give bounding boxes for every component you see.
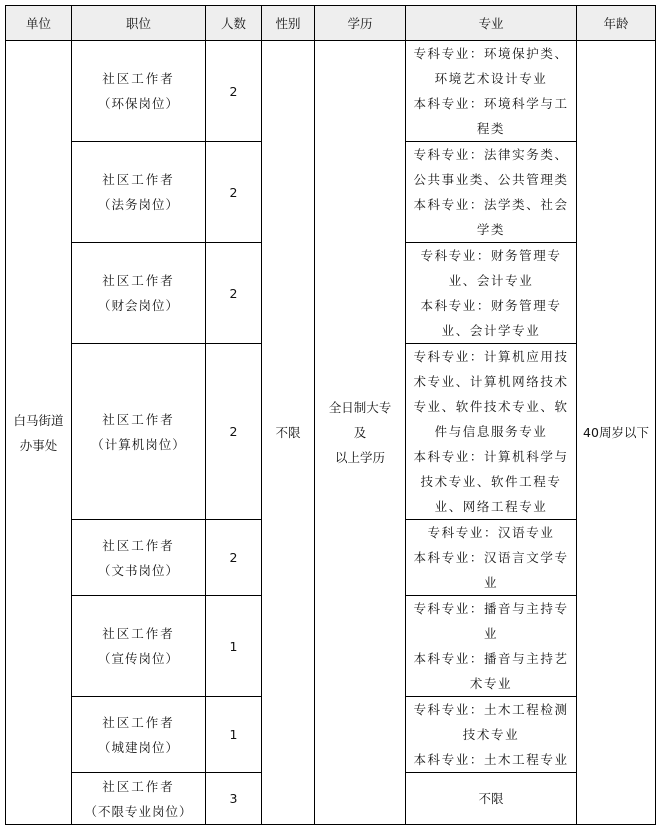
unit-line: 白马街道 — [13, 412, 64, 428]
position-post: （计算机岗位） — [91, 436, 186, 452]
major-line: 专科专业：播音与主持专 — [413, 601, 569, 616]
header-position: 职位 — [72, 6, 206, 41]
education-line: 全日制大专 — [328, 400, 392, 415]
major-cell — [406, 142, 577, 243]
major-line: 术专业、计算机网络技术 — [413, 374, 569, 389]
unit-line: 办事处 — [19, 437, 58, 453]
major-line: 业、会计专业 — [448, 273, 534, 288]
header-gender: 性别 — [262, 6, 315, 41]
major-line: 公共事业类、公共管理类 — [413, 172, 569, 187]
major-line: 术专业 — [469, 676, 513, 691]
major-line: 本科专业：汉语言文学专 — [413, 550, 569, 565]
major-line: 专业、软件技术专业、软 — [413, 399, 569, 414]
header-major: 专业 — [406, 6, 577, 41]
header-age: 年龄 — [577, 6, 656, 41]
position-cell — [72, 520, 206, 596]
position-cell — [72, 344, 206, 520]
major-line: 技术专业 — [462, 727, 520, 742]
major-line: 业 — [483, 575, 499, 590]
header-unit: 单位 — [6, 6, 72, 41]
major-line: 程类 — [476, 121, 506, 136]
major-line: 本科专业：播音与主持艺 — [413, 651, 569, 666]
age-cell: 40周岁以下 — [577, 41, 656, 825]
position-title: 社区工作者 — [102, 172, 175, 187]
major-cell — [406, 344, 577, 520]
count-cell: 1 — [206, 596, 262, 697]
major-line: 专科专业：汉语专业 — [427, 525, 555, 540]
position-post: （文书岗位） — [97, 562, 179, 578]
major-line: 件与信息服务专业 — [434, 424, 548, 439]
position-cell — [72, 773, 206, 825]
major-line: 不限 — [478, 791, 504, 806]
major-line: 专科专业：财务管理专 — [420, 248, 562, 263]
position-post: （城建岗位） — [97, 739, 179, 755]
major-cell — [406, 243, 577, 344]
major-line: 业、网络工程专业 — [434, 499, 548, 514]
position-cell — [72, 142, 206, 243]
position-post: （宣传岗位） — [97, 651, 179, 666]
position-post: （环保岗位） — [97, 96, 179, 111]
count-cell: 2 — [206, 344, 262, 520]
major-line: 本科专业：土木工程专业 — [413, 752, 569, 767]
position-title: 社区工作者 — [102, 411, 175, 427]
major-line: 专科专业：环境保护类、 — [413, 46, 569, 61]
count-cell: 2 — [206, 520, 262, 596]
education-line: 以上学历 — [334, 450, 385, 465]
unit-cell — [6, 41, 72, 825]
major-cell — [406, 596, 577, 697]
major-line: 本科专业：法学类、社会 — [413, 197, 569, 212]
position-title: 社区工作者 — [102, 537, 175, 553]
gender-cell: 不限 — [262, 41, 315, 825]
position-title: 社区工作者 — [102, 778, 175, 794]
position-post: （法务岗位） — [97, 197, 179, 212]
major-line: 本科专业：计算机科学与 — [413, 449, 569, 464]
major-line: 本科专业：财务管理专 — [420, 298, 562, 313]
header-education: 学历 — [315, 6, 406, 41]
position-title: 社区工作者 — [102, 714, 175, 730]
table-row — [6, 41, 656, 142]
major-line: 业 — [483, 626, 499, 641]
position-title: 社区工作者 — [102, 626, 175, 641]
major-line: 专科专业：法律实务类、 — [413, 147, 569, 162]
major-cell — [406, 773, 577, 825]
position-cell — [72, 596, 206, 697]
major-line: 专科专业：计算机应用技 — [413, 349, 569, 364]
position-post: （财会岗位） — [97, 298, 179, 313]
major-cell — [406, 697, 577, 773]
major-line: 环境艺术设计专业 — [434, 71, 548, 86]
count-cell: 2 — [206, 243, 262, 344]
position-title: 社区工作者 — [102, 71, 175, 86]
recruitment-table — [5, 5, 656, 825]
major-cell — [406, 41, 577, 142]
header-count: 人数 — [206, 6, 262, 41]
position-title: 社区工作者 — [102, 273, 175, 288]
major-line: 学类 — [476, 222, 506, 237]
count-cell: 2 — [206, 41, 262, 142]
major-line: 专科专业：土木工程检测 — [413, 702, 569, 717]
position-post: （不限专业岗位） — [84, 803, 193, 819]
major-line: 业、会计学专业 — [441, 323, 541, 338]
header-row — [6, 6, 656, 41]
position-cell — [72, 243, 206, 344]
count-cell: 2 — [206, 142, 262, 243]
education-cell — [315, 41, 406, 825]
position-cell — [72, 41, 206, 142]
count-cell: 3 — [206, 773, 262, 825]
count-cell: 1 — [206, 697, 262, 773]
major-line: 技术专业、软件工程专 — [420, 474, 562, 489]
major-cell — [406, 520, 577, 596]
major-line: 本科专业：环境科学与工 — [413, 96, 569, 111]
position-cell — [72, 697, 206, 773]
education-line: 及 — [353, 425, 367, 440]
